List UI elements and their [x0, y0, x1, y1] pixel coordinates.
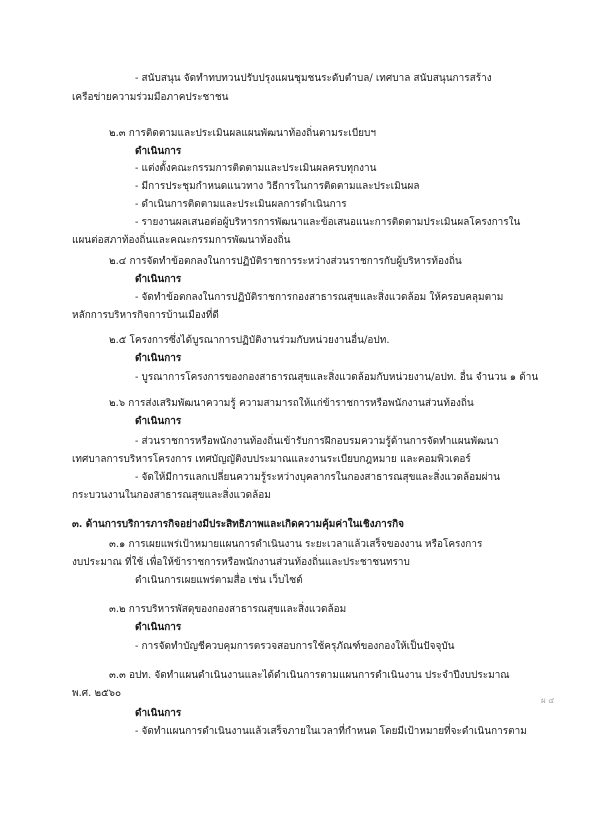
- bullet-item: - บูรณาการโครงการของกองสาธารณสุขและสิ่งแวดล้อมกับหน่วยงาน/อปท. อื่น จำนวน ๑ ด้าน: [135, 372, 539, 383]
- subheading: ดำเนินการ: [135, 146, 182, 157]
- text-line: เทศบาลการบริหารโครงการ เทศบัญญัติงบประมาณและงานระเบียบกฎหมาย และคอมพิวเตอร์: [72, 454, 471, 465]
- bullet-item: - แต่งตั้งคณะกรรมการติดตามและประเมินผลครบทุกงาน: [135, 163, 377, 174]
- bullet-item: - จัดทำข้อตกลงในการปฏิบัติราชการกองสาธารณสุขและสิ่งแวดล้อม ให้ครอบคลุมตาม: [135, 292, 504, 303]
- text-line: ดำเนินการเผยแพร่ตามสื่อ เช่น เว็บไซต์: [135, 575, 303, 586]
- text-line: - สนับสนุน จัดทำทบทวนปรับปรุงแผนชุมชนระดับตำบล/ เทศบาล สนับสนุนการสร้าง: [135, 73, 492, 84]
- bullet-item: - รายงานผลเสนอต่อผู้บริหารการพัฒนาและข้อเสนอแนะการติดตามประเมินผลโครงการใน: [135, 217, 521, 228]
- section-heading: ๒.๖ การส่งเสริมพัฒนาความรู้ ความสามารถให้แก่ข้าราชการหรือพนักงานส่วนท้องถิ่น: [109, 398, 474, 409]
- bullet-item: - การจัดทำบัญชีควบคุมการตรวจสอบการใช้ครุภัณฑ์ของกองให้เป็นปัจจุบัน: [135, 641, 455, 652]
- section-heading: ๓.๑ การเผยแพร่เป้าหมายแผนการดำเนินงาน ระยะเวลาแล้วเสร็จของงาน หรือโครงการ: [109, 539, 483, 550]
- main-section-heading: ๓. ด้านการบริการภารกิจอย่างมีประสิทธิภาพและเกิดความคุ้มค่าในเชิงภารกิจ: [72, 519, 404, 530]
- text-line: เครือข่ายความร่วมมือภาคประชาชน: [72, 92, 229, 103]
- text-line: พ.ศ. ๒๕๖๐: [72, 688, 122, 699]
- subheading: ดำเนินการ: [135, 274, 182, 285]
- section-heading: ๒.๓ การติดตามและประเมินผลแผนพัฒนาท้องถิ่นตามระเบียบฯ: [109, 128, 377, 139]
- section-heading: ๒.๕ โครงการซึ่งได้บูรณาการปฏิบัติงานร่วมกับหน่วยงานอื่น/อปท.: [109, 335, 390, 346]
- subheading: ดำเนินการ: [135, 416, 182, 427]
- text-line: งบประมาณ ที่ใช้ เพื่อให้ข้าราชการหรือพนักงานส่วนท้องถิ่นและประชาชนทราบ: [72, 557, 410, 568]
- bullet-item: - ส่วนราชการหรือพนักงานท้องถิ่นเข้ารับการฝึกอบรมความรู้ด้านการจัดทำแผนพัฒนา: [135, 436, 499, 447]
- bullet-item: - จัดให้มีการแลกเปลี่ยนความรู้ระหว่างบุคลากรในกองสาธารณสุขและสิ่งแวดล้อมผ่าน: [135, 472, 500, 483]
- section-heading: ๓.๓ อปท. จัดทำแผนดำเนินงานและได้ดำเนินการตามแผนการดำเนินงาน ประจำปีงบประมาณ: [109, 670, 510, 681]
- text-line: หลักการบริหารกิจการบ้านเมืองที่ดี: [72, 310, 219, 321]
- text-line: แผนต่อสภาท้องถิ่นและคณะกรรมการพัฒนาท้องถิ่น: [72, 235, 291, 246]
- bullet-item: - มีการประชุมกำหนดแนวทาง วิธีการในการติดตามและประเมินผล: [135, 181, 420, 192]
- bullet-item: - จัดทำแผนการดำเนินงานแล้วเสร็จภายในเวลาที่กำหนด โดยมีเป้าหมายที่จะดำเนินการตาม: [135, 726, 527, 737]
- subheading: ดำเนินการ: [135, 622, 182, 633]
- bullet-item: - ดำเนินการติดตามและประเมินผลการดำเนินการ: [135, 199, 347, 210]
- subheading: ดำเนินการ: [135, 353, 182, 364]
- section-heading: ๓.๒ การบริหารพัสดุของกองสาธารณสุขและสิ่งแวดล้อม: [109, 604, 347, 615]
- text-line: กระบวนงานในกองสาธารณสุขและสิ่งแวดล้อม: [72, 490, 271, 501]
- subheading: ดำเนินการ: [135, 708, 182, 719]
- margin-mark: ผ ๔: [541, 696, 555, 705]
- section-heading: ๒.๔ การจัดทำข้อตกลงในการปฏิบัติราชการระหว่างส่วนราชการกับผู้บริหารท้องถิ่น: [109, 256, 462, 267]
